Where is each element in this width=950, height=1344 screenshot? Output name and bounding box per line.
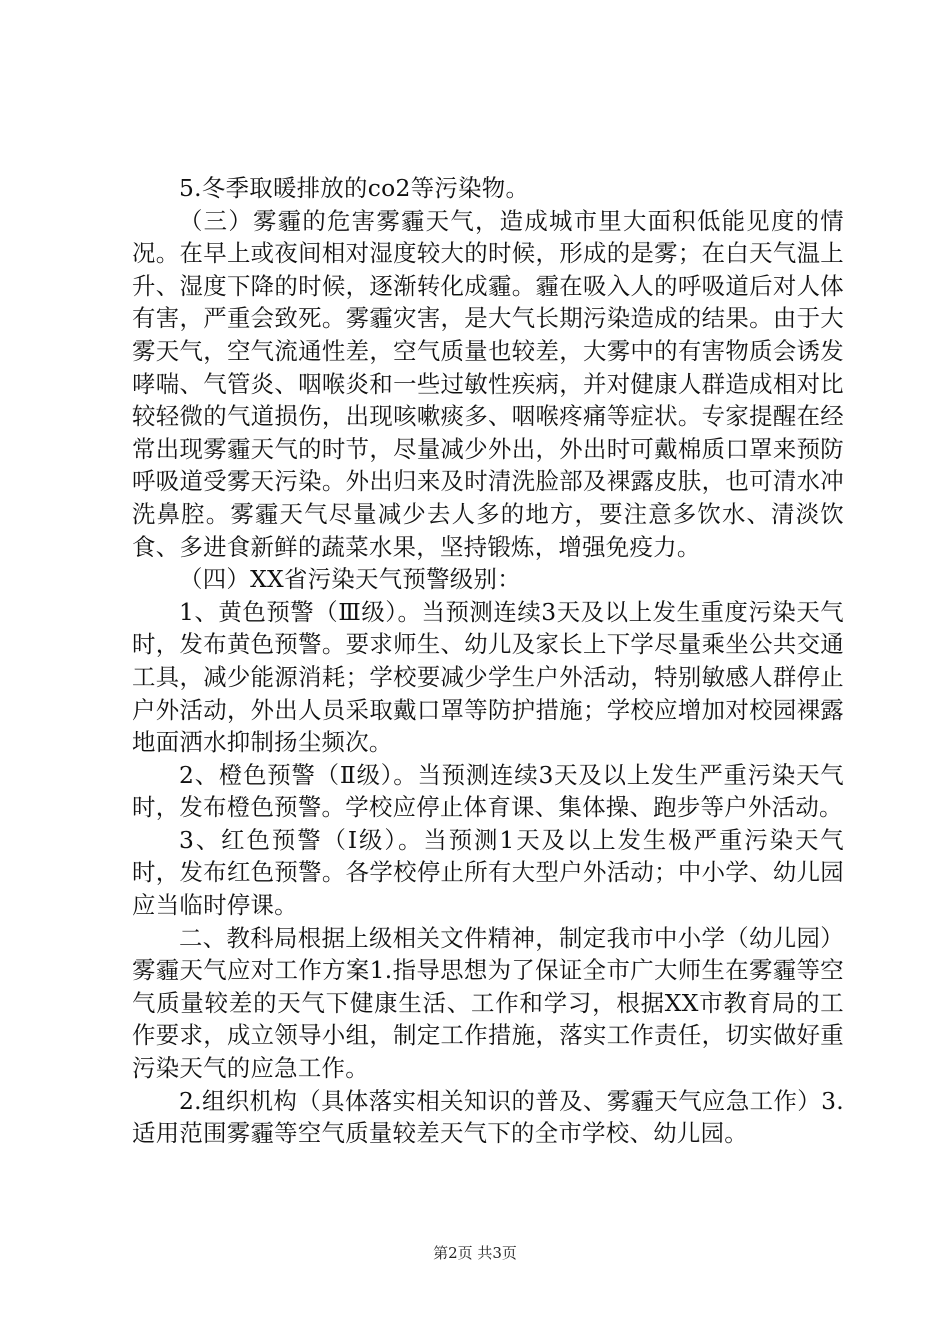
paragraph-warning-levels-heading: （四）XX省污染天气预警级别：	[179, 565, 521, 594]
paragraph-red-warning: 3、红色预警（Ⅰ级）。当预测1天及以上发生极严重污染天气时，发布红色预警。各学校停止所有大型户外活动；中小学、幼儿园应当临时停课。	[132, 825, 844, 920]
paragraph-organization-scope: 2.组织机构（具体落实相关知识的普及、雾霾天气应急工作）3.适用范围雾霾等空气质量较差天气下的全市学校、幼儿园。	[132, 1086, 844, 1148]
paragraph-winter-heating: 5.冬季取暖排放的co2等污染物。	[179, 174, 530, 202]
paragraph-orange-warning: 2、橙色预警（Ⅱ级）。当预测连续3天及以上发生严重污染天气时，发布橙色预警。学校应停止体育课、集体操、跑步等户外活动。	[132, 760, 844, 822]
document-body	[132, 172, 844, 1150]
paragraph-haze-hazards: （三）雾霾的危害雾霾天气，造成城市里大面积低能见度的情况。在早上或夜间相对湿度较大的时候，形成的是雾；在白天气温上升、湿度下降的时候，逐渐转化成霾。霾在吸入人的呼吸道后对人体有害，严重会致死。雾霾灾害，是大气长期污染造成的结果。由于大雾天气，空气流通性差，空气质量也较差，大雾中的有害物质会诱发哮喘、气管炎、咽喉炎和一些过敏性疾病，并对健康人群造成相对比较轻微的气道损伤，出现咳嗽痰多、咽喉疼痛等症状。专家提醒在经常出现雾霾天气的时节，尽量减少外出，外出时可戴棉质口罩来预防呼吸道受雾天污染。外出归来及时清洗脸部及裸露皮肤，也可清水冲洗鼻腔。雾霾天气尽量减少去人多的地方，要注意多饮水、清淡饮食、多进食新鲜的蔬菜水果，坚持锻炼，增强免疫力。	[132, 206, 844, 561]
paragraph-education-bureau-plan: 二、教科局根据上级相关文件精神，制定我市中小学（幼儿园）雾霾天气应对工作方案1.指导思想为了保证全市广大师生在雾霾等空气质量较差的天气下健康生活、工作和学习，根据XX市教育局的工作要求，成立领导小组，制定工作措施，落实工作责任，切实做好重污染天气的应急工作。	[132, 923, 844, 1083]
page-footer: 第2页 共3页	[433, 1244, 517, 1262]
paragraph-yellow-warning: 1、黄色预警（Ⅲ级）。当预测连续3天及以上发生重度污染天气时，发布黄色预警。要求师生、幼儿及家长上下学尽量乘坐公共交通工具，减少能源消耗；学校要减少学生户外活动，特别敏感人群停止户外活动，外出人员采取戴口罩等防护措施；学校应增加对校园裸露地面洒水抑制扬尘频次。	[132, 597, 844, 757]
